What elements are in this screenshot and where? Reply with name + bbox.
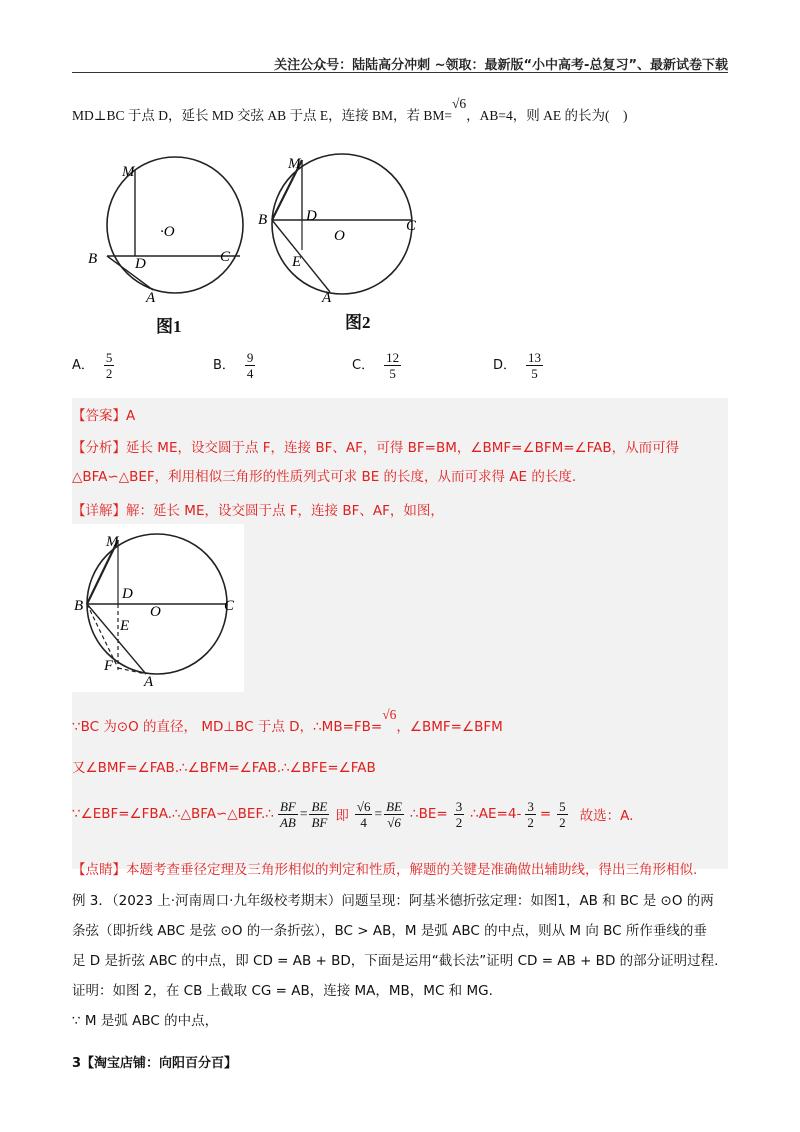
step-1b: ，∠BMF=∠BFM [396,719,503,735]
step-3-be: ∴BE= [410,806,448,822]
frac-be-bf-num: BE [311,798,328,814]
solution-figure [72,524,244,692]
step-3: ∵∠EBF=∠FBA.∴△BFA∽△BEF.∴ $\frac{BF}{AB}$ = $\frac{BE}{BF}$ 即 $\frac{√6}{4}$ = $\frac{BE}{√6}$ ∴BE= $\frac{3}{2}$ ∴AE=4- $\frac{3}{2}$ = $\frac{5}{2}$ 故选：A. [72,798,634,830]
frac-3-2a-den: 2 [455,814,463,830]
fig2-label-o: O [334,228,345,244]
step-3-ae: ∴AE=4- [470,806,522,822]
step-2: 又∠BMF=∠FAB.∴∠BFM=∠FAB.∴∠BFE=∠FAB [72,760,376,776]
example-3-line-1: 例 3．（2023 上·河南周口·九年级校考期末）问题呈现：阿基米德折弦定理：如图1，AB 和 BC 是 ⊙O 的两 [72,893,714,909]
choice-a[interactable] [72,350,114,381]
frac-3-2b-den: 2 [527,814,534,830]
fig2-label-d: D [306,208,317,224]
step-3-eq: = [539,806,552,822]
fig2-label-b: B [258,212,268,228]
sol-label-o: O [150,604,161,620]
frac-s6-4-num: √6 [356,798,371,814]
choice-b[interactable] [213,350,255,381]
fig2-label-a: A [322,290,332,306]
sol-label-a: A [144,674,154,690]
sol-label-b: B [74,598,84,614]
fig2-label-e: E [292,254,302,270]
choice-c-letter: C． [352,358,375,373]
frac-bf-ab-den: AB [279,814,296,830]
fig1-label-c: C [220,249,231,265]
fig1-label-d: D [135,256,146,272]
step-1-sqrt: √6 [382,707,397,722]
choice-d-letter: D． [493,358,517,373]
choice-d-num: 13 [528,350,542,365]
choice-c-num: 12 [386,350,400,365]
example-3-line-3: 足 D 是折弦 ABC 的中点，即 CD = AB + BD，下面是运用“截长法”证明 CD = AB + BD 的部分证明过程. [72,953,719,969]
header-divider [72,72,728,73]
fig1-chord-ba [107,256,153,290]
choice-b-letter: B． [213,358,235,373]
example-3-line-4: 证明：如图 2，在 CB 上截取 CG = AB，连接 MA，MB，MC 和 MG. [72,983,493,999]
frac-s6-4-den: 4 [360,814,367,830]
step-1 [72,707,503,735]
fig2-label-c: C [406,218,417,234]
analysis-text-1: 延长 ME，设交圆于点 F，连接 BF、AF，可得 BF=BM，∠BMF=∠BFM=∠FAB，从而可得 [126,440,680,456]
frac-5-2-den: 2 [559,814,566,830]
choice-d-den: 5 [531,366,538,381]
frac-3-2a-num: 3 [455,798,463,814]
question-part1: MD⊥BC 于点 D，延长 MD 交弦 AB 于点 E，连接 BM，若 BM= [72,108,452,123]
question-text [72,96,628,126]
frac-3-2b-num: 3 [527,798,534,814]
fig1-label-b: B [88,251,98,267]
frac-5-2-num: 5 [559,798,566,814]
choice-b-den: 4 [246,366,254,381]
sol-label-c: C [224,598,235,614]
step-3-ji: 即 [335,808,349,824]
choice-c-den: 5 [389,366,396,381]
page-footer: 3【淘宝店铺：向阳百分百】 [72,1056,238,1071]
sol-label-f: F [104,658,114,674]
comment-block [72,858,697,878]
fig1-label-m: M [122,164,135,180]
choice-b-num: 9 [246,350,254,365]
comment-text: 本题考查垂径定理及三角形相似的判定和性质，解题的关键是准确做出辅助线，得出三角形相似. [126,862,698,878]
example-3 [72,886,732,1036]
figure-1-caption: 图1 [156,317,182,336]
detail-label: 【详解】 [72,503,126,519]
sol-label-d: D [122,586,133,602]
example-3-line-2: 条弦（即折线 ABC 是弦 ⊙O 的一条折弦），BC > AB，M 是弧 ABC 的中点，则从 M 向 BC 所作垂线的垂 [72,923,707,939]
fig1-label-o: ·O [160,224,175,240]
sol-label-m: M [106,534,119,550]
fig2-circle [272,154,412,294]
answer-line: 【答案】A [72,408,136,424]
question-sqrt6: √6 [451,96,467,111]
comment-label: 【点睛】 [72,862,126,878]
fig1-label-a: A [146,290,156,306]
step-1a: ∵BC 为⊙O 的直径， MD⊥BC 于点 D，∴MB=FB= [72,719,383,735]
figure-2-diagram [258,150,428,310]
frac-be-s6-den: √6 [387,814,401,830]
choice-a-letter: A． [72,358,94,373]
example-3-line-5: ∵ M 是弧 ABC 的中点， [72,1013,219,1029]
question-part2: ，AB=4，则 AE 的长为( ) [466,108,628,123]
choice-d[interactable] [493,350,543,381]
sol-label-e: E [120,618,130,634]
choice-a-num: 5 [105,350,113,365]
choice-c[interactable] [352,350,401,381]
choice-a-den: 2 [105,366,113,381]
analysis-block [72,434,728,492]
frac-be-s6-num: BE [386,798,402,814]
figure-2-caption: 图2 [345,313,371,332]
detail-block [72,499,444,519]
detail-text: 解：延长 ME，设交圆于点 F，连接 BF、AF，如图， [126,503,444,519]
step-3-end: 故选：A. [579,808,634,824]
analysis-text-2: △BFA∽△BEF，利用相似三角形的性质列式可求 BE 的长度，从而可求得 AE 的长度. [72,469,577,485]
fig2-label-m: M [288,156,301,172]
frac-be-bf-den: BF [311,814,328,830]
figure-1-diagram [80,150,250,310]
analysis-label: 【分析】 [72,440,126,456]
step-3a: ∵∠EBF=∠FBA.∴△BFA∽△BEF.∴ [72,806,274,822]
frac-bf-ab-num: BF [279,798,296,814]
page-header: 关注公众号：陆陆高分冲刺 ~领取：最新版“小中高考-总复习”、最新试卷下载 [274,58,728,73]
